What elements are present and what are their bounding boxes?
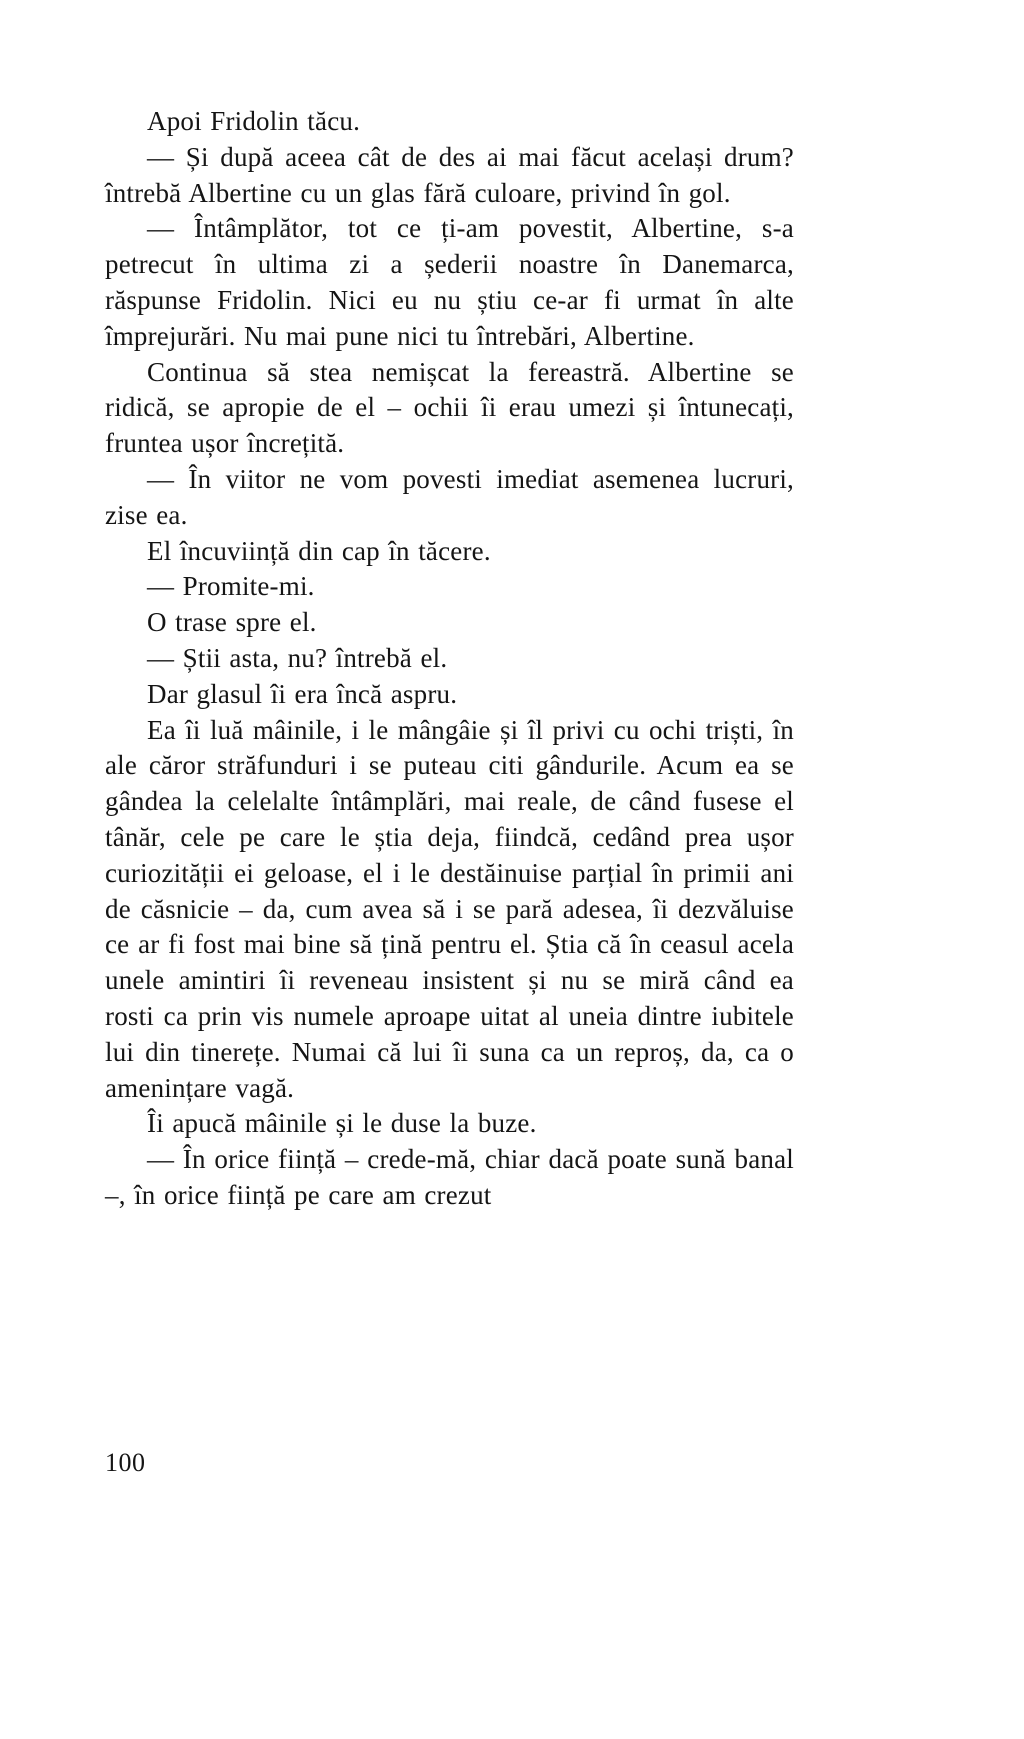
paragraph: — Știi asta, nu? întrebă el.: [147, 642, 448, 673]
body-text: [105, 104, 794, 1214]
paragraph: Continua să stea nemișcat la fereastră. Albertine se ridică, se apropie de el – ochii îi erau umezi și întunecați, fruntea ușor încrețită.: [105, 356, 794, 459]
paragraph: El încuviință din cap în tăcere.: [147, 535, 491, 566]
paragraph: Dar glasul îi era încă aspru.: [147, 678, 458, 709]
page-number: 100: [105, 1448, 146, 1477]
paragraph: O trase spre el.: [147, 607, 317, 638]
paragraph: — În viitor ne vom povesti imediat asemenea lucruri, zise ea.: [105, 463, 794, 530]
paragraph: Ea îi luă mâinile, i le mângâie și îl privi cu ochi triști, în ale căror străfunduri i se puteau citi gândurile. Acum ea se gândea la celelalte întâmplări, mai reale, de când fusese el tânăr, cele pe care le știa deja, fiindcă, cedând prea ușor curiozității ei geloase, el i le destăinuise parțial în primii ani de căsnicie – da, cum avea să i se pară adesea, îi dezvăluise ce ar fi fost mai bine să țină pentru el. Știa că în ceasul acela unele amintiri îi reveneau insistent și nu se miră când ea rosti ca prin vis numele aproape uitat al uneia dintre iubitele lui din tinerețe. Numai că lui îi suna ca un reproș, da, ca o amenințare vagă.: [105, 714, 794, 1103]
paragraph: Apoi Fridolin tăcu.: [147, 106, 361, 136]
paragraph: Îi apucă mâinile și le duse la buze.: [147, 1108, 537, 1139]
paragraph: — Și după aceea cât de des ai mai făcut același drum? întrebă Albertine cu un glas fără culoare, privind în gol.: [105, 141, 794, 208]
paragraph: — Întâmplător, tot ce ți-am povestit, Albertine, s-a petrecut în ultima zi a șederii noastre în Danemarca, răspunse Fridolin. Nici eu nu știu ce-ar fi urmat în alte împrejurări. Nu mai pune nici tu întrebări, Albertine.: [105, 213, 794, 351]
paragraph: — Promite-mi.: [147, 571, 315, 602]
paragraph: — În orice ființă – crede-mă, chiar dacă poate sună banal –, în orice ființă pe care am crezut: [105, 1144, 794, 1210]
